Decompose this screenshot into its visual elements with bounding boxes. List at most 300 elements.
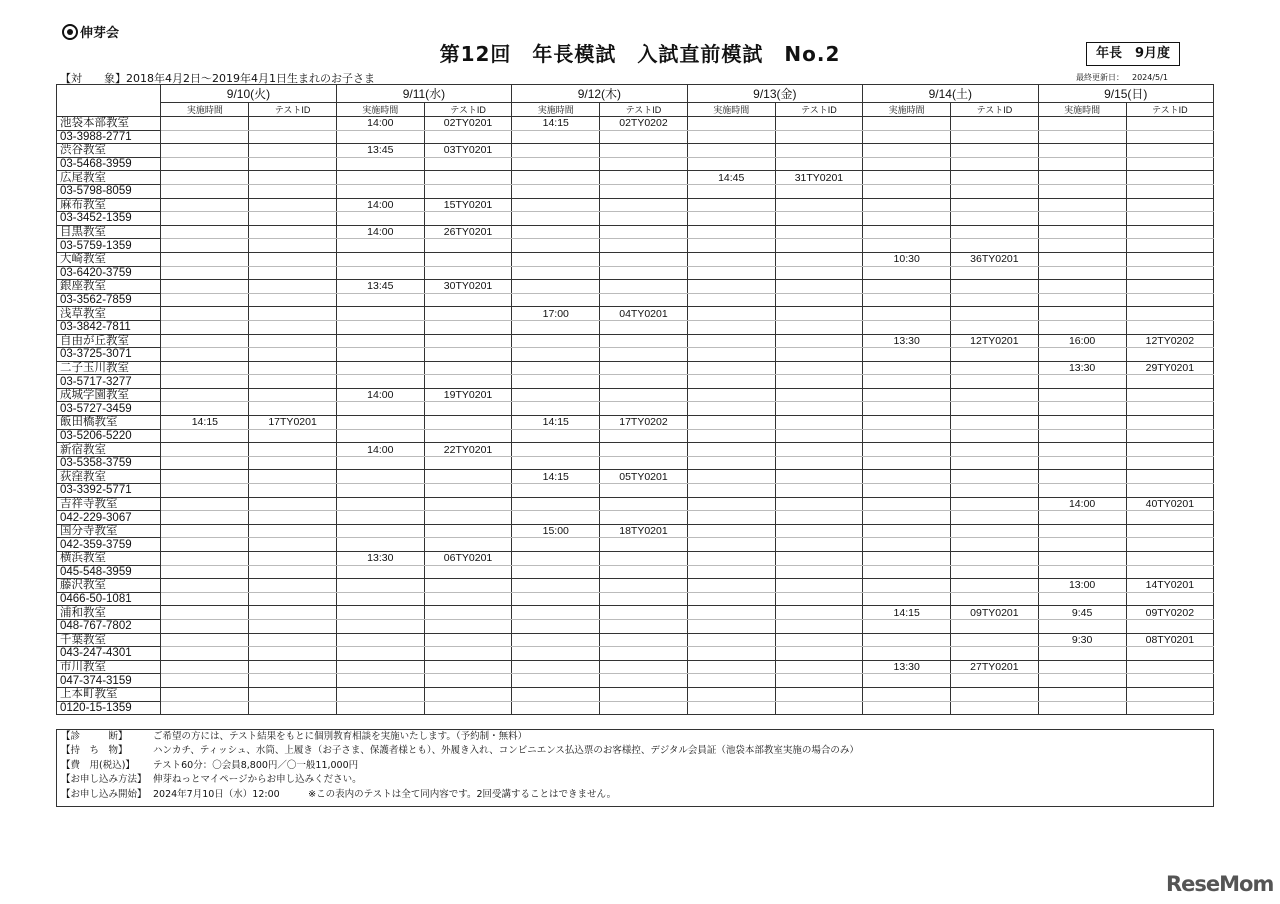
test-id: [600, 198, 687, 212]
test-id: [249, 552, 336, 566]
empty-cell: [1038, 320, 1126, 334]
empty-cell: [863, 592, 951, 606]
table-row-phone: [57, 184, 1214, 198]
session-time: [1038, 307, 1126, 321]
test-id: [249, 171, 336, 185]
session-time: [863, 443, 951, 457]
table-row: [57, 470, 1214, 484]
test-id: [600, 388, 687, 402]
session-time: [1038, 660, 1126, 674]
test-id-column-header: テストID: [249, 103, 336, 117]
test-id: [424, 416, 511, 430]
test-id: [775, 144, 862, 158]
updated-label: 最終更新日：: [1076, 73, 1124, 82]
table-row-phone: [57, 484, 1214, 498]
empty-cell: [424, 565, 511, 579]
session-time: 13:30: [863, 660, 951, 674]
empty-cell: [336, 348, 424, 362]
session-time: 14:15: [863, 606, 951, 620]
empty-cell: [863, 538, 951, 552]
session-time: [687, 252, 775, 266]
test-id: [600, 144, 687, 158]
empty-cell: [512, 565, 600, 579]
table-row-phone: [57, 511, 1214, 525]
test-id: [1126, 524, 1213, 538]
day-header: 9/11(水): [336, 85, 511, 103]
time-column-header: 実施時間: [1038, 103, 1126, 117]
session-time: [336, 633, 424, 647]
room-phone: 03-3392-5771: [57, 484, 161, 498]
note-text: ご希望の方には、テスト結果をもとに個別教育相談を実施いたします。（予約制・無料）: [153, 731, 528, 742]
session-time: 14:00: [336, 225, 424, 239]
session-time: 14:15: [512, 416, 600, 430]
empty-cell: [1038, 130, 1126, 144]
test-id: [249, 579, 336, 593]
session-time: [161, 307, 249, 321]
empty-cell: [161, 239, 249, 253]
test-id: 12TY0202: [1126, 334, 1213, 348]
session-time: 14:00: [336, 388, 424, 402]
empty-cell: [249, 184, 336, 198]
empty-cell: [512, 511, 600, 525]
session-time: [161, 361, 249, 375]
session-time: 15:00: [512, 524, 600, 538]
test-id: [1126, 660, 1213, 674]
empty-cell: [336, 674, 424, 688]
session-time: [863, 388, 951, 402]
room-name: 銀座教室: [57, 280, 161, 294]
empty-cell: [1038, 429, 1126, 443]
updated-value: 2024/5/1: [1132, 73, 1168, 82]
room-phone: 03-3842-7811: [57, 320, 161, 334]
test-id: [424, 524, 511, 538]
empty-cell: [249, 348, 336, 362]
test-id: [775, 117, 862, 131]
test-id: [951, 687, 1038, 701]
empty-cell: [161, 157, 249, 171]
empty-cell: [512, 320, 600, 334]
test-id: [775, 633, 862, 647]
test-id: [951, 198, 1038, 212]
note-label: 【費 用(税込)】: [61, 759, 135, 771]
test-id: [600, 252, 687, 266]
session-time: [1038, 443, 1126, 457]
empty-cell: [336, 184, 424, 198]
test-id: 09TY0201: [951, 606, 1038, 620]
session-time: [161, 606, 249, 620]
empty-cell: [600, 348, 687, 362]
empty-cell: [424, 130, 511, 144]
session-time: [687, 225, 775, 239]
test-id: 19TY0201: [424, 388, 511, 402]
test-id: [600, 687, 687, 701]
session-time: [161, 388, 249, 402]
table-row-phone: [57, 239, 1214, 253]
test-id: [249, 334, 336, 348]
empty-cell: [512, 293, 600, 307]
test-id: 40TY0201: [1126, 497, 1213, 511]
session-time: [863, 524, 951, 538]
empty-cell: [687, 320, 775, 334]
session-time: [512, 687, 600, 701]
empty-cell: [1038, 592, 1126, 606]
test-id: 12TY0201: [951, 334, 1038, 348]
empty-cell: [336, 456, 424, 470]
empty-cell: [1038, 619, 1126, 633]
empty-cell: [951, 592, 1038, 606]
session-time: 9:45: [1038, 606, 1126, 620]
room-phone: 03-6420-3759: [57, 266, 161, 280]
test-id: [951, 361, 1038, 375]
empty-cell: [1126, 157, 1213, 171]
empty-cell: [1038, 212, 1126, 226]
session-time: [336, 334, 424, 348]
empty-cell: [424, 647, 511, 661]
note-line: [57, 773, 1213, 787]
empty-cell: [951, 674, 1038, 688]
session-time: [863, 416, 951, 430]
empty-cell: [951, 538, 1038, 552]
room-name: 池袋本部教室: [57, 117, 161, 131]
session-time: [512, 606, 600, 620]
day-header-row: [57, 85, 1214, 103]
empty-cell: [424, 538, 511, 552]
empty-cell: [863, 348, 951, 362]
empty-cell: [775, 266, 862, 280]
session-time: [687, 361, 775, 375]
empty-cell: [951, 266, 1038, 280]
note-text: 2024年7月10日（水）12:00 ※この表内のテストは全て同内容です。2回受講することはできません。: [153, 788, 617, 800]
empty-cell: [687, 130, 775, 144]
session-time: [336, 524, 424, 538]
test-id: [951, 443, 1038, 457]
empty-cell: [1126, 511, 1213, 525]
session-time: [863, 497, 951, 511]
table-row: [57, 660, 1214, 674]
empty-cell: [249, 375, 336, 389]
empty-cell: [161, 266, 249, 280]
empty-cell: [512, 592, 600, 606]
empty-cell: [600, 619, 687, 633]
empty-cell: [863, 184, 951, 198]
empty-cell: [951, 565, 1038, 579]
empty-cell: [600, 375, 687, 389]
table-row-phone: [57, 456, 1214, 470]
empty-cell: [336, 266, 424, 280]
session-time: [1038, 416, 1126, 430]
empty-cell: [336, 375, 424, 389]
session-time: [1038, 524, 1126, 538]
empty-cell: [161, 212, 249, 226]
empty-cell: [512, 157, 600, 171]
empty-cell: [600, 239, 687, 253]
empty-cell: [600, 565, 687, 579]
empty-cell: [424, 348, 511, 362]
session-time: [863, 144, 951, 158]
table-row-phone: [57, 375, 1214, 389]
test-id: [424, 171, 511, 185]
empty-cell: [1126, 375, 1213, 389]
test-id: [1126, 117, 1213, 131]
table-row: [57, 633, 1214, 647]
session-time: [1038, 280, 1126, 294]
empty-cell: [951, 619, 1038, 633]
session-time: [1038, 252, 1126, 266]
test-id: [775, 361, 862, 375]
empty-cell: [951, 212, 1038, 226]
test-id: [600, 280, 687, 294]
room-phone: 043-247-4301: [57, 647, 161, 661]
session-time: [512, 497, 600, 511]
test-id: [951, 307, 1038, 321]
test-id: [775, 334, 862, 348]
empty-cell: [863, 429, 951, 443]
session-time: 14:15: [512, 470, 600, 484]
test-id: 26TY0201: [424, 225, 511, 239]
empty-cell: [161, 429, 249, 443]
session-time: 13:45: [336, 280, 424, 294]
empty-cell: [424, 484, 511, 498]
table-row-phone: [57, 130, 1214, 144]
room-name: 自由が丘教室: [57, 334, 161, 348]
empty-cell: [951, 130, 1038, 144]
empty-cell: [424, 402, 511, 416]
session-time: [161, 225, 249, 239]
empty-cell: [1126, 484, 1213, 498]
empty-cell: [249, 592, 336, 606]
session-time: [336, 687, 424, 701]
session-time: [161, 660, 249, 674]
empty-cell: [775, 484, 862, 498]
session-time: [161, 497, 249, 511]
empty-cell: [336, 157, 424, 171]
room-name: 麻布教室: [57, 198, 161, 212]
test-id: [775, 497, 862, 511]
room-name: 二子玉川教室: [57, 361, 161, 375]
test-id: [249, 280, 336, 294]
test-id-column-header: テストID: [424, 103, 511, 117]
notes-box: [56, 729, 1214, 807]
test-id: 08TY0201: [1126, 633, 1213, 647]
test-id: [249, 198, 336, 212]
table-row-phone: [57, 157, 1214, 171]
empty-cell: [863, 293, 951, 307]
target-value: 2018年4月2日〜2019年4月1日生まれのお子さま: [126, 72, 375, 85]
empty-cell: [161, 538, 249, 552]
session-time: [863, 117, 951, 131]
session-time: 14:15: [161, 416, 249, 430]
room-name: 浅草教室: [57, 307, 161, 321]
empty-cell: [863, 157, 951, 171]
session-time: [687, 334, 775, 348]
room-phone: 0466-50-1081: [57, 592, 161, 606]
table-row: [57, 497, 1214, 511]
empty-cell: [687, 429, 775, 443]
empty-cell: [600, 592, 687, 606]
room-name: 渋谷教室: [57, 144, 161, 158]
test-id: 14TY0201: [1126, 579, 1213, 593]
test-id: [951, 388, 1038, 402]
room-name: 上本町教室: [57, 687, 161, 701]
empty-cell: [863, 674, 951, 688]
empty-cell: [775, 429, 862, 443]
test-id: [424, 579, 511, 593]
test-id: [1126, 225, 1213, 239]
empty-cell: [775, 511, 862, 525]
room-name: 荻窪教室: [57, 470, 161, 484]
empty-cell: [600, 674, 687, 688]
session-time: [687, 416, 775, 430]
empty-cell: [951, 701, 1038, 715]
empty-cell: [863, 239, 951, 253]
empty-cell: [600, 456, 687, 470]
empty-cell: [775, 212, 862, 226]
empty-cell: [687, 375, 775, 389]
test-id: 22TY0201: [424, 443, 511, 457]
session-time: [687, 660, 775, 674]
test-id: [775, 524, 862, 538]
test-id: [951, 144, 1038, 158]
empty-cell: [512, 538, 600, 552]
room-name: 浦和教室: [57, 606, 161, 620]
table-row: [57, 687, 1214, 701]
day-header: 9/15(日): [1038, 85, 1214, 103]
test-id: [600, 497, 687, 511]
empty-cell: [687, 674, 775, 688]
table-row: [57, 416, 1214, 430]
test-id: [775, 579, 862, 593]
empty-cell: [863, 375, 951, 389]
session-time: [161, 579, 249, 593]
day-header: 9/14(土): [863, 85, 1038, 103]
test-id: [424, 307, 511, 321]
test-id: [1126, 416, 1213, 430]
empty-cell: [775, 348, 862, 362]
empty-cell: [249, 157, 336, 171]
empty-cell: [1038, 511, 1126, 525]
empty-cell: [1038, 647, 1126, 661]
empty-cell: [687, 184, 775, 198]
session-time: [687, 497, 775, 511]
empty-cell: [600, 538, 687, 552]
empty-cell: [600, 429, 687, 443]
empty-cell: [863, 212, 951, 226]
room-phone: 03-5717-3277: [57, 375, 161, 389]
empty-cell: [951, 402, 1038, 416]
test-id: [424, 687, 511, 701]
note-line: [57, 759, 1213, 773]
empty-cell: [600, 402, 687, 416]
session-time: [687, 633, 775, 647]
empty-cell: [951, 184, 1038, 198]
session-time: [512, 660, 600, 674]
empty-cell: [336, 592, 424, 606]
session-time: [512, 388, 600, 402]
test-id: [424, 497, 511, 511]
empty-cell: [775, 674, 862, 688]
session-time: [512, 280, 600, 294]
empty-cell: [1038, 484, 1126, 498]
target-label: 【対 象】: [60, 72, 126, 85]
room-name: 千葉教室: [57, 633, 161, 647]
table-row: [57, 171, 1214, 185]
empty-cell: [1038, 701, 1126, 715]
session-time: [1038, 470, 1126, 484]
empty-cell: [336, 239, 424, 253]
session-time: [687, 307, 775, 321]
session-time: [336, 416, 424, 430]
empty-cell: [1126, 565, 1213, 579]
empty-cell: [249, 266, 336, 280]
room-name: 成城学園教室: [57, 388, 161, 402]
session-time: 13:00: [1038, 579, 1126, 593]
empty-cell: [687, 511, 775, 525]
empty-cell: [336, 484, 424, 498]
empty-cell: [1126, 239, 1213, 253]
table-row: [57, 606, 1214, 620]
session-time: [1038, 144, 1126, 158]
session-time: [336, 579, 424, 593]
test-id: [951, 579, 1038, 593]
empty-cell: [424, 511, 511, 525]
test-id: [775, 225, 862, 239]
test-id: [775, 307, 862, 321]
room-phone: 042-229-3067: [57, 511, 161, 525]
test-id: [249, 524, 336, 538]
session-time: 13:30: [1038, 361, 1126, 375]
empty-cell: [161, 484, 249, 498]
session-time: [336, 361, 424, 375]
empty-cell: [424, 592, 511, 606]
empty-cell: [161, 674, 249, 688]
table-row: [57, 552, 1214, 566]
empty-cell: [863, 511, 951, 525]
test-id: [951, 552, 1038, 566]
test-id: [1126, 687, 1213, 701]
session-time: [161, 117, 249, 131]
empty-cell: [1126, 184, 1213, 198]
empty-cell: [249, 402, 336, 416]
empty-cell: [336, 402, 424, 416]
session-time: 14:45: [687, 171, 775, 185]
empty-cell: [1038, 565, 1126, 579]
empty-cell: [775, 157, 862, 171]
session-time: [1038, 117, 1126, 131]
test-id: [249, 633, 336, 647]
test-id: [775, 198, 862, 212]
session-time: 13:30: [336, 552, 424, 566]
empty-cell: [951, 456, 1038, 470]
empty-cell: [249, 538, 336, 552]
session-time: [863, 361, 951, 375]
empty-cell: [687, 402, 775, 416]
empty-cell: [1038, 348, 1126, 362]
session-time: [161, 198, 249, 212]
session-time: [336, 252, 424, 266]
empty-cell: [775, 130, 862, 144]
test-id: [951, 416, 1038, 430]
empty-cell: [775, 456, 862, 470]
empty-cell: [1038, 375, 1126, 389]
empty-cell: [1038, 157, 1126, 171]
test-id: [1126, 307, 1213, 321]
empty-cell: [336, 130, 424, 144]
empty-cell: [512, 239, 600, 253]
empty-cell: [512, 130, 600, 144]
session-time: [161, 524, 249, 538]
room-phone: 03-5358-3759: [57, 456, 161, 470]
empty-cell: [512, 184, 600, 198]
